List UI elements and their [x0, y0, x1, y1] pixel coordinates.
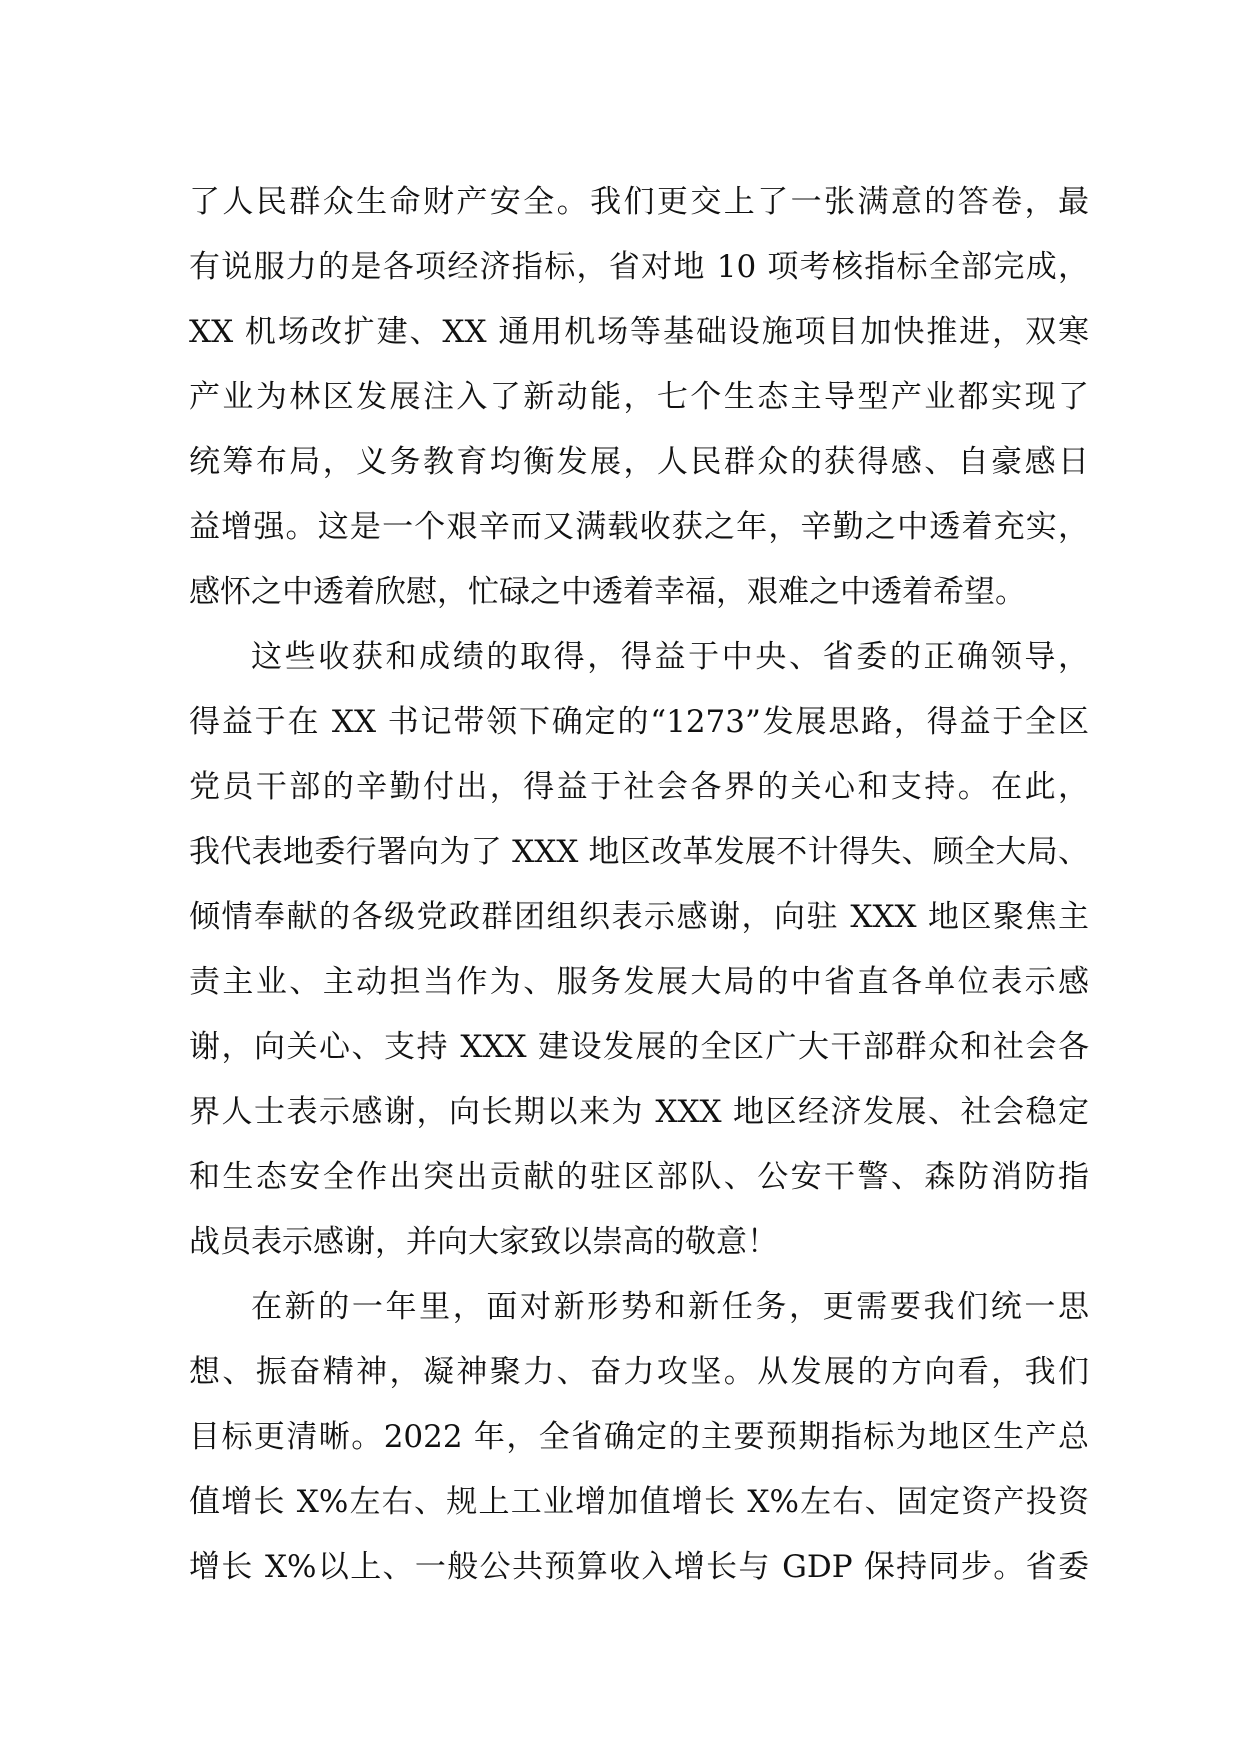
text-line: 责主业、主动担当作为、服务发展大局的中省直各单位表示感	[189, 964, 1089, 1000]
text-line: 界人士表示感谢，向长期以来为 XXX 地区经济发展、社会稳定	[189, 1094, 1089, 1130]
text-line: XX 机场改扩建、XX 通用机场等基础设施项目加快推进，双寒	[189, 314, 1089, 350]
text-line: 和生态安全作出突出贡献的驻区部队、公安干警、森防消防指	[189, 1159, 1089, 1195]
text-line: 增长 X%以上、一般公共预算收入增长与 GDP 保持同步。省委	[189, 1549, 1089, 1585]
text-line: 在新的一年里，面对新形势和新任务，更需要我们统一思	[251, 1289, 1089, 1325]
text-line: 战员表示感谢，并向大家致以崇高的敬意！	[189, 1224, 778, 1260]
body-text	[189, 170, 1089, 1600]
text-line: 我代表地委行署向为了 XXX 地区改革发展不计得失、顾全大局、	[189, 834, 1089, 870]
text-line: 谢，向关心、支持 XXX 建设发展的全区广大干部群众和社会各	[189, 1029, 1089, 1065]
text-line: 产业为林区发展注入了新动能，七个生态主导型产业都实现了	[189, 379, 1089, 415]
paragraph-1	[189, 170, 1089, 625]
text-line: 这些收获和成绩的取得，得益于中央、省委的正确领导，	[251, 639, 1089, 675]
text-line: 统筹布局，义务教育均衡发展，人民群众的获得感、自豪感日	[189, 444, 1089, 480]
text-line: 得益于在 XX 书记带领下确定的“1273”发展思路，得益于全区	[189, 704, 1089, 740]
text-line: 益增强。这是一个艰辛而又满载收获之年，辛勤之中透着充实，	[189, 509, 1089, 545]
text-line: 了人民群众生命财产安全。我们更交上了一张满意的答卷，最	[189, 184, 1089, 220]
text-line: 目标更清晰。2022 年，全省确定的主要预期指标为地区生产总	[189, 1419, 1089, 1455]
text-line: 倾情奉献的各级党政群团组织表示感谢，向驻 XXX 地区聚焦主	[189, 899, 1089, 935]
paragraph-3	[189, 1275, 1089, 1600]
text-line: 党员干部的辛勤付出，得益于社会各界的关心和支持。在此，	[189, 769, 1089, 805]
text-line: 想、振奋精神，凝神聚力、奋力攻坚。从发展的方向看，我们	[189, 1354, 1089, 1390]
paragraph-2	[189, 625, 1089, 1275]
text-line: 感怀之中透着欣慰，忙碌之中透着幸福，艰难之中透着希望。	[189, 574, 1026, 610]
text-line: 有说服力的是各项经济指标，省对地 10 项考核指标全部完成，	[189, 249, 1089, 285]
text-line: 值增长 X%左右、规上工业增加值增长 X%左右、固定资产投资	[189, 1484, 1089, 1520]
